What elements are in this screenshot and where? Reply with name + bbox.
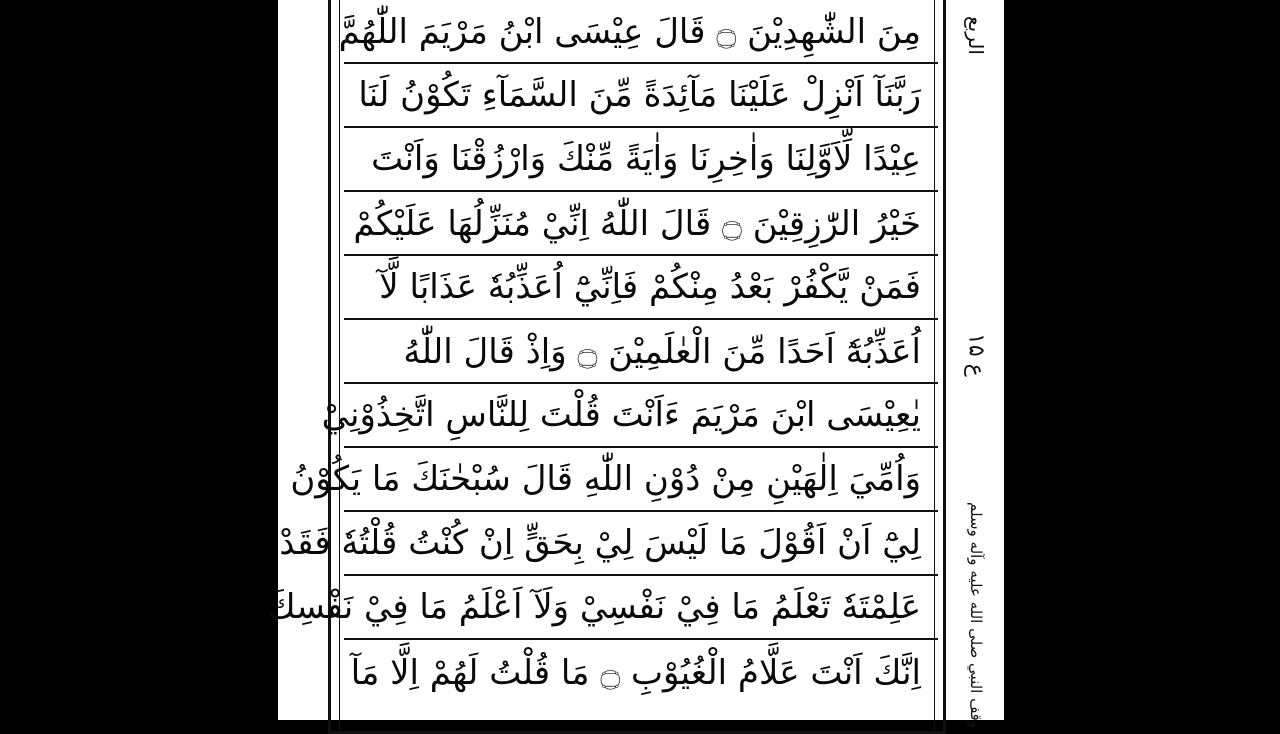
verse-line-7 bbox=[321, 384, 938, 448]
verse-line-9 bbox=[279, 512, 938, 576]
margin-note-top: الربع bbox=[964, 15, 988, 55]
verse-line-text: فَمَنْ يَّكْفُرْ بَعْدُ مِنْكُمْ فَاِنِّيْٓ اُعَذِّبُهٗ عَذَابًا لَّآ bbox=[379, 267, 921, 307]
margin-note-waqf: وقف النبي صلى الله عليه وآله وسلم bbox=[967, 501, 985, 729]
verse-lines bbox=[267, 0, 938, 720]
verse-line-8 bbox=[290, 448, 938, 512]
verse-line-5 bbox=[344, 256, 938, 320]
quran-page bbox=[267, 0, 1004, 729]
verse-line-text: اِنَّكَ اَنْتَ عَلَّامُ الْغُيُوْبِ ۝ مَا قُلْتُ لَهُمْ اِلَّا مَآ bbox=[350, 652, 921, 693]
verse-line-text: رَبَّنَآ اَنْزِلْ عَلَيْنَا مَآئِدَةً مِّنَ السَّمَآءِ تَكُوْنُ لَنَا bbox=[358, 75, 921, 115]
verse-line-text: وَاُمِّيَ اِلٰهَيْنِ مِنْ دُوْنِ اللّٰهِ قَالَ سُبْحٰنَكَ مَا يَكُوْنُ bbox=[290, 459, 921, 499]
verse-line-text: لِيْٓ اَنْ اَقُوْلَ مَا لَيْسَ لِيْ بِحَقٍّ اِنْ كُنْتُ قُلْتُهٗ فَقَدْ bbox=[279, 523, 921, 563]
verse-line-text: خَيْرُ الرّٰزِقِيْنَ ۝ قَالَ اللّٰهُ اِنِّيْ مُنَزِّلُهَا عَلَيْكُمْ bbox=[353, 203, 921, 244]
verse-line-1 bbox=[338, 0, 938, 64]
verse-line-11 bbox=[344, 640, 938, 704]
verse-line-2 bbox=[344, 64, 938, 128]
verse-line-text: اُعَذِّبُهٗٓ اَحَدًا مِّنَ الْعٰلَمِيْنَ ۝ وَاِذْ قَالَ اللّٰهُ bbox=[403, 331, 921, 372]
verse-line-text: عِيْدًا لِّاَوَّلِنَا وَاٰخِرِنَا وَاٰيَةً مِّنْكَ وَارْزُقْنَا وَاَنْتَ bbox=[371, 139, 921, 179]
verse-line-6 bbox=[344, 320, 938, 384]
margin-note-ruku: ع ۱۵ bbox=[963, 333, 989, 377]
verse-line-4 bbox=[344, 192, 938, 256]
verse-line-text: يٰعِيْسَى ابْنَ مَرْيَمَ ءَاَنْتَ قُلْتَ لِلنَّاسِ اتَّخِذُوْنِيْ bbox=[321, 395, 921, 435]
verse-line-3 bbox=[344, 128, 938, 192]
verse-line-10 bbox=[267, 576, 938, 640]
verse-line-text: مِنَ الشّٰهِدِيْنَ ۝ قَالَ عِيْسَى ابْنُ مَرْيَمَ اللّٰهُمَّ bbox=[338, 11, 921, 52]
verse-line-text: عَلِمْتَهٗ تَعْلَمُ مَا فِيْ نَفْسِيْ وَلَآ اَعْلَمُ مَا فِيْ نَفْسِكَ bbox=[267, 587, 921, 627]
